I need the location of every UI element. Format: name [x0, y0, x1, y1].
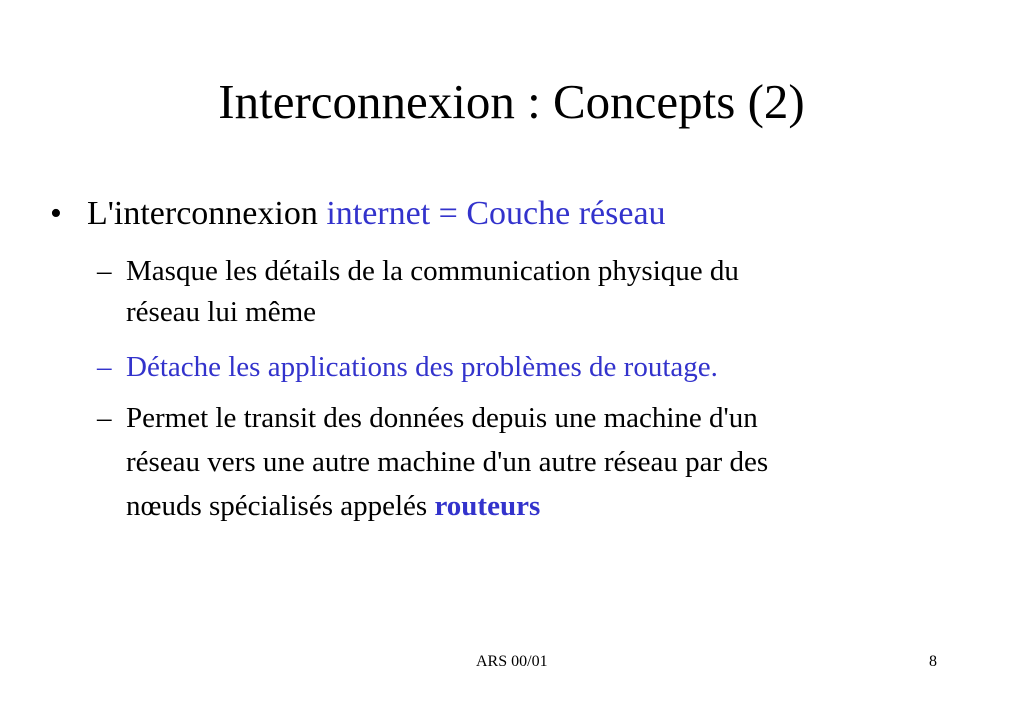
- sub-item-1: [97, 251, 957, 333]
- footer-label: ARS 00/01: [476, 653, 548, 670]
- bullet-text: [87, 193, 666, 235]
- sub-item-marker: –: [97, 402, 112, 434]
- bullet-text-before: L'interconnexion: [87, 195, 327, 232]
- sub-item-marker: –: [97, 255, 112, 287]
- page-number: 8: [929, 653, 937, 670]
- bullet-marker: •: [50, 195, 62, 232]
- bullet-equals: =: [430, 195, 467, 232]
- sub-item-1-line-2: réseau lui même: [126, 296, 317, 328]
- slide-title: Interconnexion : Concepts (2): [218, 74, 805, 129]
- sub-item-2-line-1: Détache les applications des problèmes de routage.: [126, 351, 718, 383]
- sub-item-3-line-3-text: nœuds spécialisés appelés: [126, 490, 435, 522]
- sub-item-3-line-1: Permet le transit des données depuis une machine d'un: [126, 402, 758, 434]
- sub-item-2: [97, 347, 957, 388]
- routeurs-emphasis: routeurs: [434, 490, 541, 522]
- sub-item-3-line-3: [126, 486, 540, 527]
- sub-item-marker: –: [97, 351, 112, 383]
- sub-item-3-line-2: réseau vers une autre machine d'un autre réseau par des: [126, 446, 769, 478]
- sub-item-1-line-1: Masque les détails de la communication physique du: [126, 255, 739, 287]
- bullet-highlight-couche-reseau: Couche réseau: [466, 195, 666, 232]
- sub-item-3: [97, 398, 957, 521]
- bullet-highlight-internet: internet: [326, 195, 431, 232]
